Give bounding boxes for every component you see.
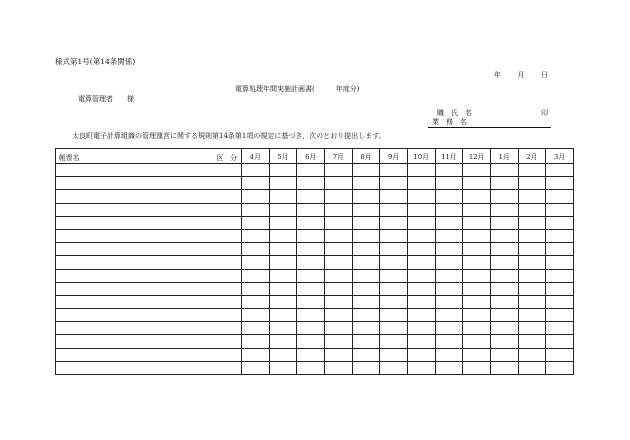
month-cell[interactable] [380,256,408,269]
division-header: 区 分 [216,154,237,162]
month-cell[interactable] [407,282,435,295]
month-cell[interactable] [546,295,574,308]
month-cell[interactable] [407,269,435,282]
month-cell[interactable] [324,256,352,269]
table-row [56,295,574,308]
month-cell[interactable] [297,269,325,282]
document-title: 電算処理年間実施計画書( 年度分) [235,85,360,93]
month-cell[interactable] [380,269,408,282]
month-cell[interactable] [269,361,297,374]
month-cell[interactable] [407,177,435,190]
month-cell[interactable] [518,361,546,374]
month-cell[interactable] [324,164,352,177]
table-row [56,309,574,322]
form-name-cell[interactable] [56,177,242,190]
month-header: 12月 [463,149,491,164]
month-cell[interactable] [297,190,325,203]
month-cell[interactable] [546,269,574,282]
month-cell[interactable] [435,282,463,295]
month-cell[interactable] [324,203,352,216]
month-cell[interactable] [490,335,518,348]
month-cell[interactable] [380,335,408,348]
month-cell[interactable] [242,229,270,242]
month-cell[interactable] [490,361,518,374]
month-cell[interactable] [324,282,352,295]
month-cell[interactable] [546,335,574,348]
table-row [56,361,574,374]
month-cell[interactable] [490,164,518,177]
month-cell[interactable] [463,229,491,242]
month-cell[interactable] [380,177,408,190]
month-cell[interactable] [518,203,546,216]
month-cell[interactable] [324,322,352,335]
seal-label: 印 [541,109,548,117]
month-cell[interactable] [324,190,352,203]
month-cell[interactable] [324,243,352,256]
form-name-cell[interactable] [56,335,242,348]
month-header: 5月 [269,149,297,164]
form-number: 様式第1号(第14条関係) [55,57,136,66]
month-cell[interactable] [324,348,352,361]
month-cell[interactable] [297,322,325,335]
month-cell[interactable] [324,269,352,282]
date-year-label: 年 [494,71,501,79]
month-cell[interactable] [463,361,491,374]
month-cell[interactable] [380,361,408,374]
month-cell[interactable] [242,243,270,256]
form-name-cell[interactable] [56,295,242,308]
month-cell[interactable] [352,282,380,295]
month-cell[interactable] [518,243,546,256]
month-cell[interactable] [490,282,518,295]
month-cell[interactable] [380,229,408,242]
table-row [56,243,574,256]
month-cell[interactable] [269,269,297,282]
table-row [56,322,574,335]
body-text: 太良町電子計算組織の管理運営に関する規則第14条第1項の規定に基づき、次のとおり提出します。 [72,132,386,140]
month-cell[interactable] [297,282,325,295]
table-row [56,269,574,282]
month-cell[interactable] [435,243,463,256]
form-name-cell[interactable] [56,269,242,282]
form-name-cell[interactable] [56,216,242,229]
month-cell[interactable] [463,203,491,216]
month-cell[interactable] [435,295,463,308]
form-name-cell[interactable] [56,256,242,269]
month-cell[interactable] [242,348,270,361]
month-cell[interactable] [463,309,491,322]
month-cell[interactable] [435,216,463,229]
table-header-row [56,149,574,164]
form-name-cell[interactable] [56,164,242,177]
month-header: 4月 [242,149,270,164]
month-cell[interactable] [324,177,352,190]
month-cell[interactable] [407,243,435,256]
month-cell[interactable] [518,190,546,203]
month-cell[interactable] [297,309,325,322]
month-cell[interactable] [546,216,574,229]
form-name-cell[interactable] [56,203,242,216]
month-cell[interactable] [546,164,574,177]
month-cell[interactable] [324,216,352,229]
table-row [56,190,574,203]
month-cell[interactable] [352,309,380,322]
month-cell[interactable] [546,190,574,203]
month-cell[interactable] [297,295,325,308]
month-cell[interactable] [380,243,408,256]
table-row [56,335,574,348]
form-name-cell[interactable] [56,309,242,322]
month-cell[interactable] [242,322,270,335]
month-cell[interactable] [463,282,491,295]
form-name-header: 帳票名 [59,154,80,162]
month-cell[interactable] [518,295,546,308]
month-header: 9月 [380,149,408,164]
month-cell[interactable] [546,256,574,269]
month-cell[interactable] [352,190,380,203]
month-cell[interactable] [380,190,408,203]
month-cell[interactable] [490,269,518,282]
plan-table-grid [55,148,574,375]
month-cell[interactable] [407,348,435,361]
month-cell[interactable] [269,335,297,348]
month-cell[interactable] [380,309,408,322]
month-cell[interactable] [324,295,352,308]
month-cell[interactable] [463,322,491,335]
month-cell[interactable] [242,164,270,177]
form-name-cell[interactable] [56,361,242,374]
month-cell[interactable] [463,256,491,269]
month-cell[interactable] [352,229,380,242]
month-cell[interactable] [352,256,380,269]
month-cell[interactable] [242,361,270,374]
month-cell[interactable] [463,243,491,256]
month-cell[interactable] [407,256,435,269]
month-cell[interactable] [269,177,297,190]
month-cell[interactable] [518,269,546,282]
date-line [494,72,548,79]
month-cell[interactable] [546,203,574,216]
month-cell[interactable] [352,216,380,229]
table-body [56,164,574,375]
month-cell[interactable] [297,216,325,229]
month-cell[interactable] [269,309,297,322]
month-cell[interactable] [242,256,270,269]
month-cell[interactable] [518,322,546,335]
month-cell[interactable] [324,361,352,374]
month-header: 1月 [490,149,518,164]
month-cell[interactable] [352,177,380,190]
month-cell[interactable] [518,229,546,242]
month-cell[interactable] [407,295,435,308]
month-cell[interactable] [407,216,435,229]
month-cell[interactable] [518,348,546,361]
month-cell[interactable] [518,216,546,229]
month-cell[interactable] [435,177,463,190]
month-cell[interactable] [297,348,325,361]
month-cell[interactable] [463,190,491,203]
month-cell[interactable] [407,361,435,374]
month-cell[interactable] [518,282,546,295]
month-cell[interactable] [324,309,352,322]
month-cell[interactable] [297,335,325,348]
month-cell[interactable] [518,256,546,269]
month-cell[interactable] [297,164,325,177]
month-cell[interactable] [242,282,270,295]
table-row [56,229,574,242]
month-cell[interactable] [546,361,574,374]
month-cell[interactable] [269,348,297,361]
month-cell[interactable] [463,348,491,361]
month-cell[interactable] [435,164,463,177]
month-cell[interactable] [490,243,518,256]
form-name-cell[interactable] [56,348,242,361]
month-cell[interactable] [490,309,518,322]
month-header: 10月 [407,149,435,164]
month-cell[interactable] [242,216,270,229]
form-name-cell[interactable] [56,322,242,335]
month-cell[interactable] [269,256,297,269]
month-cell[interactable] [269,295,297,308]
month-cell[interactable] [490,348,518,361]
month-cell[interactable] [352,322,380,335]
month-cell[interactable] [242,309,270,322]
month-cell[interactable] [435,348,463,361]
month-cell[interactable] [463,335,491,348]
month-cell[interactable] [324,229,352,242]
month-cell[interactable] [352,164,380,177]
month-cell[interactable] [463,164,491,177]
month-cell[interactable] [407,309,435,322]
month-cell[interactable] [269,203,297,216]
month-cell[interactable] [269,282,297,295]
month-cell[interactable] [269,243,297,256]
month-cell[interactable] [324,335,352,348]
month-cell[interactable] [518,309,546,322]
job-title-name-label: 職 氏 名 [437,109,472,117]
month-cell[interactable] [463,295,491,308]
table-row [56,164,574,177]
header-cell-form-division [56,149,242,164]
table-row [56,348,574,361]
date-month-label: 月 [517,71,525,79]
month-cell[interactable] [380,216,408,229]
month-header: 3月 [546,149,574,164]
date-day-label: 日 [540,71,548,79]
month-cell[interactable] [297,361,325,374]
table-row [56,282,574,295]
month-cell[interactable] [435,269,463,282]
month-cell[interactable] [435,203,463,216]
month-cell[interactable] [490,295,518,308]
form-name-cell[interactable] [56,243,242,256]
month-cell[interactable] [297,229,325,242]
month-cell[interactable] [269,229,297,242]
month-cell[interactable] [435,322,463,335]
month-cell[interactable] [546,348,574,361]
month-cell[interactable] [352,269,380,282]
month-cell[interactable] [242,203,270,216]
month-cell[interactable] [407,203,435,216]
month-cell[interactable] [352,203,380,216]
month-cell[interactable] [546,177,574,190]
month-header: 6月 [297,149,325,164]
month-cell[interactable] [490,177,518,190]
month-cell[interactable] [490,229,518,242]
month-cell[interactable] [518,335,546,348]
month-cell[interactable] [463,216,491,229]
month-cell[interactable] [435,361,463,374]
month-cell[interactable] [269,190,297,203]
month-cell[interactable] [490,203,518,216]
month-header: 7月 [324,149,352,164]
month-cell[interactable] [407,322,435,335]
month-cell[interactable] [242,190,270,203]
month-header: 11月 [435,149,463,164]
month-cell[interactable] [380,295,408,308]
month-cell[interactable] [463,269,491,282]
month-cell[interactable] [242,177,270,190]
month-cell[interactable] [380,348,408,361]
table-row [56,177,574,190]
plan-table [55,148,573,375]
month-cell[interactable] [490,322,518,335]
month-cell[interactable] [242,269,270,282]
month-cell[interactable] [407,190,435,203]
month-cell[interactable] [380,203,408,216]
month-cell[interactable] [546,229,574,242]
month-cell[interactable] [352,348,380,361]
month-cell[interactable] [407,164,435,177]
month-cell[interactable] [435,256,463,269]
month-cell[interactable] [435,335,463,348]
month-header: 2月 [518,149,546,164]
form-name-cell[interactable] [56,229,242,242]
month-cell[interactable] [380,164,408,177]
table-row [56,203,574,216]
month-cell[interactable] [269,322,297,335]
month-header: 8月 [352,149,380,164]
month-cell[interactable] [518,164,546,177]
month-cell[interactable] [380,282,408,295]
month-cell[interactable] [242,335,270,348]
month-cell[interactable] [490,190,518,203]
month-cell[interactable] [380,322,408,335]
month-cell[interactable] [546,282,574,295]
form-name-cell[interactable] [56,190,242,203]
month-cell[interactable] [490,216,518,229]
month-cell[interactable] [242,295,270,308]
table-row [56,256,574,269]
signature-underline [428,127,551,128]
month-cell[interactable] [435,229,463,242]
month-cell[interactable] [518,177,546,190]
month-cell[interactable] [435,309,463,322]
table-row [56,216,574,229]
month-cell[interactable] [352,295,380,308]
month-cell[interactable] [297,177,325,190]
month-cell[interactable] [297,256,325,269]
addressee: 電算管理者 様 [78,95,134,103]
month-cell[interactable] [407,229,435,242]
office-name-label: 業 務 名 [432,118,467,126]
month-cell[interactable] [546,309,574,322]
month-cell[interactable] [435,190,463,203]
month-cell[interactable] [352,335,380,348]
month-cell[interactable] [269,164,297,177]
month-cell[interactable] [546,243,574,256]
month-cell[interactable] [463,177,491,190]
month-cell[interactable] [269,216,297,229]
month-cell[interactable] [546,322,574,335]
month-cell[interactable] [490,256,518,269]
form-name-cell[interactable] [56,282,242,295]
month-cell[interactable] [297,203,325,216]
month-cell[interactable] [297,243,325,256]
month-cell[interactable] [352,243,380,256]
month-cell[interactable] [352,361,380,374]
month-cell[interactable] [407,335,435,348]
